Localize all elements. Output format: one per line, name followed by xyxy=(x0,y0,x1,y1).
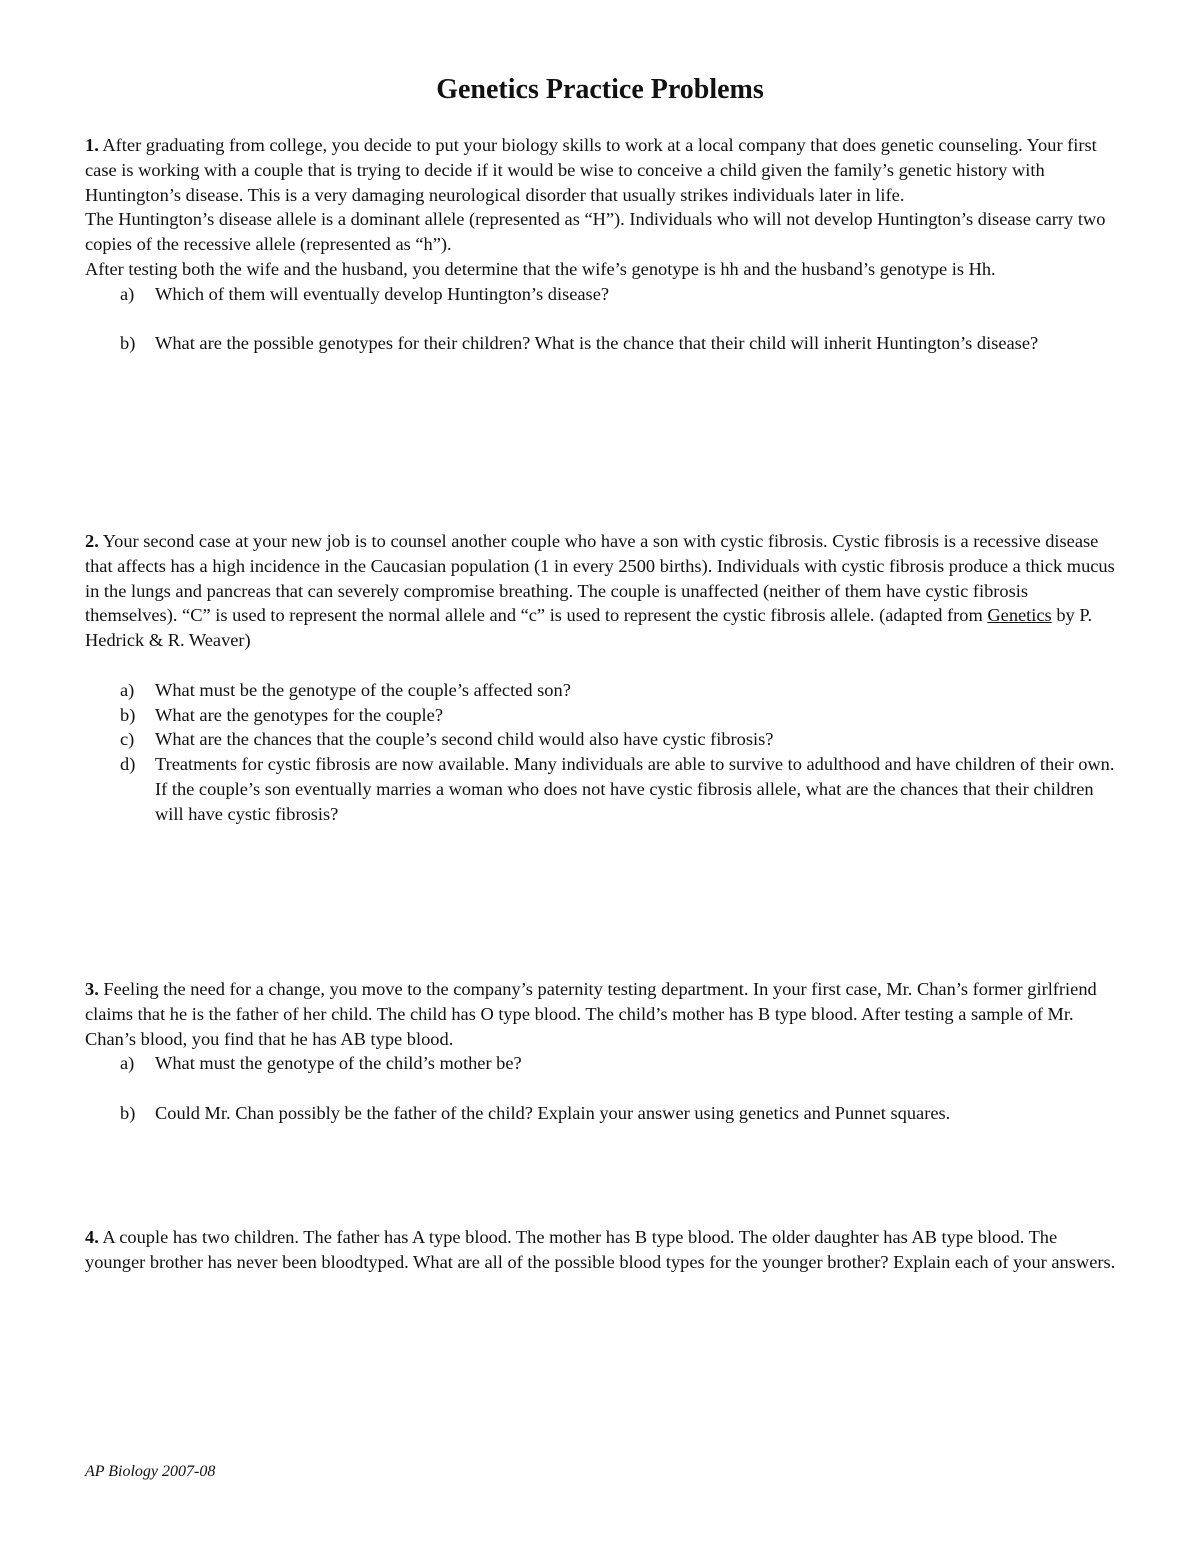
question-text: Feeling the need for a change, you move to the company’s paternity testing department. In your first case, Mr. Chan’s former girlfriend claims that he is the father of her child. The child has O type blood. The child’s mother has B type blood. After testing a sample of Mr. Chan’s blood, you find that he has AB type blood. xyxy=(85,979,1097,1049)
question-text: After graduating from college, you decide to put your biology skills to work at a local company that does genetic counseling. Your first case is working with a couple that is trying to decide if it would be wise to conceive a child given the family’s genetic history with Huntington’s disease. This is a very damaging neurological disorder that usually strikes individuals later in life. xyxy=(85,135,1097,205)
question-number: 3. xyxy=(85,979,99,999)
subquestion-label: b) xyxy=(120,704,136,725)
subquestion-text: What must be the genotype of the couple’s affected son? xyxy=(155,679,571,700)
question-1-paragraph: The Huntington’s disease allele is a dominant allele (represented as “H”). Individuals who will not develop Huntington’s disease carry two copies of the recessive allele (represented as “h”). xyxy=(85,209,1106,255)
subquestion-text: What are the genotypes for the couple? xyxy=(155,704,443,725)
subquestion-label: a) xyxy=(120,679,135,700)
subquestion-text: Could Mr. Chan possibly be the father of the child? Explain your answer using genetics and Punnet squares. xyxy=(155,1102,951,1123)
subquestion-a xyxy=(85,1051,1120,1076)
question-number: 4. xyxy=(85,1227,99,1247)
subquestion-text: Which of them will eventually develop Huntington’s disease? xyxy=(155,283,610,304)
question-3-intro xyxy=(85,977,1120,1051)
subquestion-a xyxy=(85,282,1120,307)
page-footer: AP Biology 2007-08 xyxy=(85,1463,216,1480)
subquestion-label: b) xyxy=(120,1102,136,1123)
subquestion-label: d) xyxy=(120,754,136,775)
subquestion-b xyxy=(85,331,1120,356)
subquestion-d xyxy=(85,752,1120,826)
subquestion-label: a) xyxy=(120,1053,135,1074)
subquestion-b xyxy=(85,703,1120,728)
subquestion-text: Treatments for cystic fibrosis are now available. Many individuals are able to survive to adulthood and have children of their own. If the couple’s son eventually marries a woman who does not have cystic fibrosis allele, what are the chances that their children will have cystic fibrosis? xyxy=(155,754,1115,824)
question-text: Your second case at your new job is to counsel another couple who have a son with cystic fibrosis. Cystic fibrosis is a recessive disease that affects has a high incidence in the Caucasian population (1 in every 2500 births). Individuals with cystic fibrosis produce a thick mucus in the lungs and pancreas that can severely compromise breathing. The couple is unaffected (neither of them have cystic fibrosis themselves). “C” is used to represent the normal allele and “c” is used to represent the cystic fibrosis allele. (adapted from xyxy=(85,531,1115,626)
subquestion-text: What must the genotype of the child’s mother be? xyxy=(155,1053,522,1074)
question-1 xyxy=(85,133,1120,356)
subquestion-label: b) xyxy=(120,333,136,354)
question-text: A couple has two children. The father has A type blood. The mother has B type blood. The older daughter has AB type blood. The younger brother has never been bloodtyped. What are all of the possible blood types for the younger brother? Explain each of your answers. xyxy=(85,1227,1116,1272)
question-3 xyxy=(85,977,1120,1126)
question-number: 1. xyxy=(85,135,99,155)
subquestion-label: c) xyxy=(120,729,135,750)
source-title: Genetics xyxy=(987,605,1052,626)
subquestion-a xyxy=(85,678,1120,703)
subquestion-text: What are the chances that the couple’s second child would also have cystic fibrosis? xyxy=(155,729,774,750)
question-2 xyxy=(85,529,1120,827)
subquestion-b xyxy=(85,1101,1120,1126)
question-2-intro xyxy=(85,529,1120,653)
question-1-intro xyxy=(85,133,1120,207)
question-4 xyxy=(85,1225,1120,1275)
source-credit: by P. Hedrick & R. Weaver) xyxy=(85,605,1093,651)
question-4-intro xyxy=(85,1225,1120,1275)
question-number: 2. xyxy=(85,531,99,551)
question-1-paragraph: After testing both the wife and the husband, you determine that the wife’s genotype is hh and the husband’s genotype is Hh. xyxy=(85,258,996,279)
subquestion-text: What are the possible genotypes for their children? What is the chance that their child will inherit Huntington’s disease? xyxy=(155,333,1039,354)
page-title: Genetics Practice Problems xyxy=(436,74,764,105)
subquestion-c xyxy=(85,727,1120,752)
subquestion-label: a) xyxy=(120,283,135,304)
